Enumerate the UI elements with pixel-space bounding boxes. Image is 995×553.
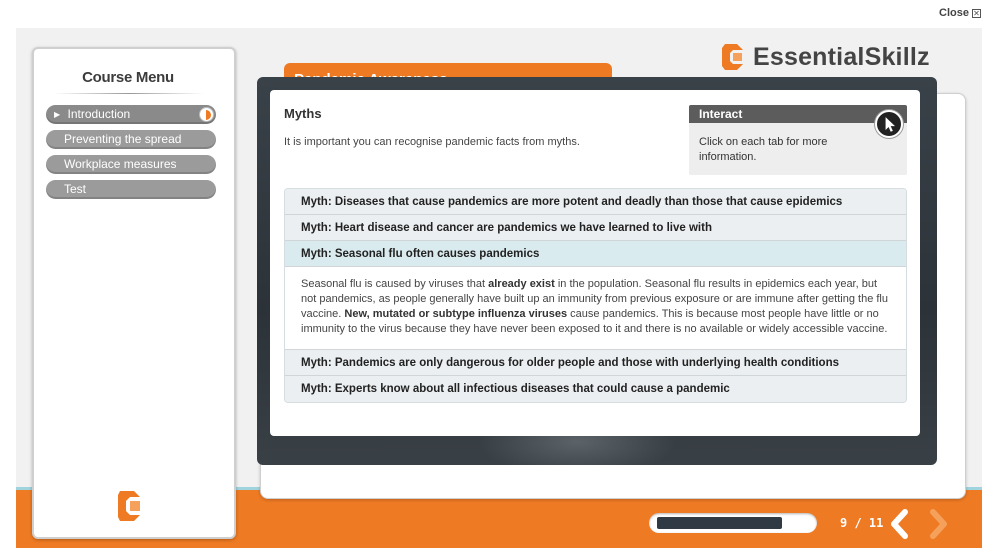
- progress-half-icon: [199, 107, 214, 122]
- close-box-icon: ✕: [973, 8, 980, 18]
- body-emphasis: already exist: [488, 278, 555, 290]
- course-progress-fill: [657, 517, 782, 529]
- accordion-tab-potent-diseases[interactable]: Myth: Diseases that cause pandemics are more potent and deadly than those that cause epidemics: [285, 189, 906, 215]
- brand-logo: [719, 42, 930, 72]
- chevron-left-icon[interactable]: [886, 509, 912, 539]
- play-arrow-icon: ▶: [54, 110, 61, 119]
- menu-item-label: Test: [64, 182, 87, 196]
- body-emphasis: New, mutated or subtype influenza viruses: [344, 308, 568, 320]
- menu-item-introduction[interactable]: [46, 105, 216, 124]
- menu-divider: [54, 93, 204, 94]
- myths-accordion: [284, 188, 907, 403]
- brand-name: EssentialSkillz: [753, 42, 930, 71]
- menu-item-label: Introduction: [67, 107, 131, 121]
- page-intro: It is important you can recognise pandemic facts from myths.: [284, 136, 580, 148]
- course-progress-bar: [649, 513, 817, 533]
- body-text: in the population. Seasonal flu results in epidemics each year, but not pandemics, as people generally have built up an immunity from previous exposure or are immune after getting the flu vaccine.: [301, 278, 888, 320]
- content-card: [270, 90, 920, 436]
- interact-instructions: Click on each tab for more information.: [699, 136, 828, 163]
- course-menu-title: Course Menu: [82, 69, 174, 86]
- page-counter: 9 / 11: [840, 516, 884, 530]
- accordion-tab-older-people[interactable]: Myth: Pandemics are only dangerous for older people and those with underlying health conditions: [285, 350, 906, 376]
- page-heading: Myths: [284, 106, 322, 121]
- menu-item-test[interactable]: [46, 180, 216, 199]
- chevron-right-icon[interactable]: [926, 509, 952, 539]
- body-text: cause pandemics. This is because most people have little or no immunity to the virus because they have never been exposed to it and there is no available or widely accessible vaccine.: [301, 308, 888, 335]
- brand-mark-icon: [719, 42, 747, 72]
- menu-item-label: Workplace measures: [64, 157, 177, 171]
- course-menu-panel: [32, 47, 236, 539]
- interact-title: Interact: [689, 105, 907, 123]
- accordion-panel-seasonal-flu: [285, 267, 906, 350]
- top-bar: [0, 0, 995, 28]
- close-label: Close: [939, 7, 969, 19]
- essentialskillz-logo-icon: [110, 485, 150, 525]
- menu-item-workplace-measures[interactable]: [46, 155, 216, 174]
- menu-item-preventing-the-spread[interactable]: [46, 130, 216, 149]
- accordion-tab-seasonal-flu[interactable]: Myth: Seasonal flu often causes pandemics: [285, 241, 906, 267]
- close-button[interactable]: [939, 7, 981, 19]
- menu-item-label: Preventing the spread: [64, 132, 182, 146]
- cursor-icon: [875, 110, 903, 138]
- accordion-tab-heart-disease-cancer[interactable]: Myth: Heart disease and cancer are pandemics we have learned to live with: [285, 215, 906, 241]
- interact-panel: [689, 105, 907, 175]
- body-text: Seasonal flu is caused by viruses that: [301, 278, 489, 290]
- accordion-tab-experts-know[interactable]: Myth: Experts know about all infectious diseases that could cause a pandemic: [285, 376, 906, 402]
